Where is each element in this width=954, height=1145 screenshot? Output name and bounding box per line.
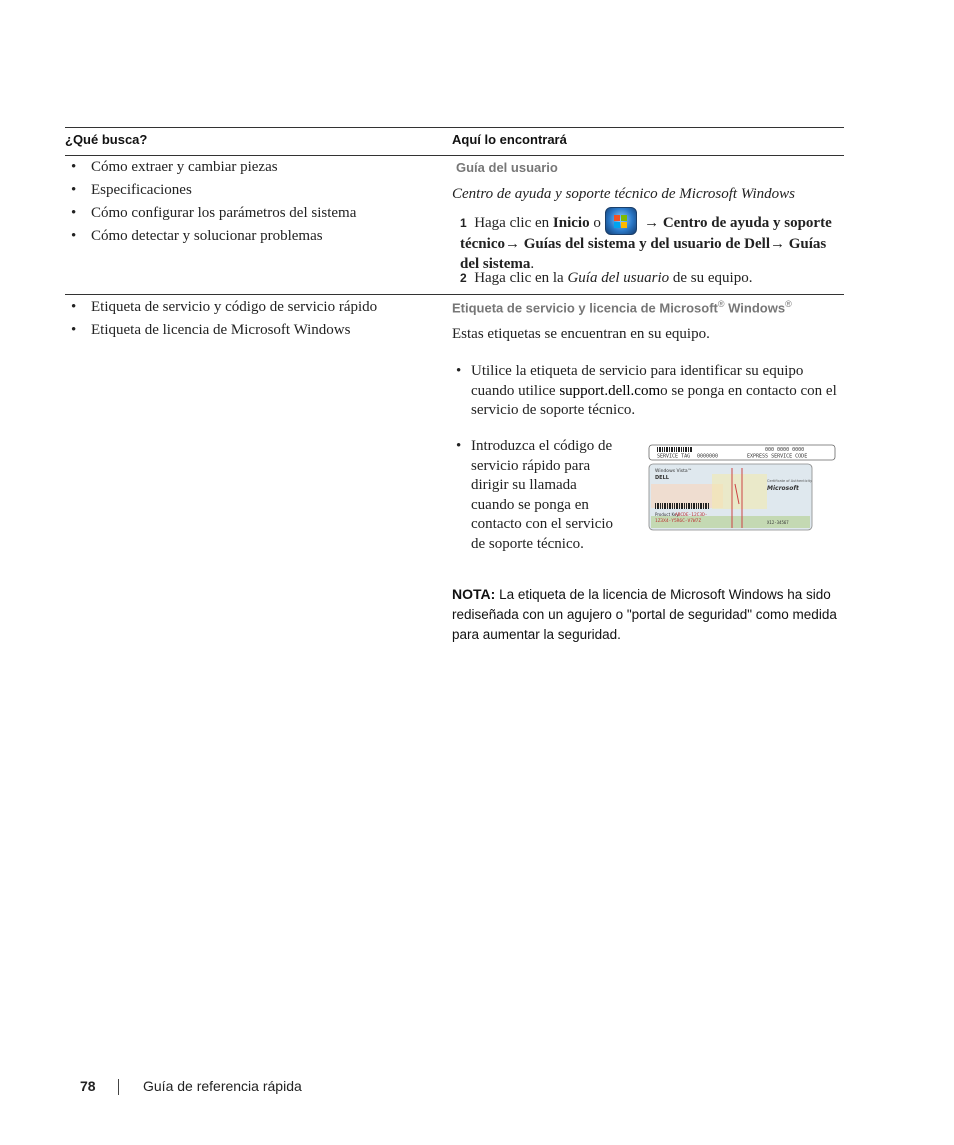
service-tag-license-label-image [647,444,837,534]
help-center-title: Centro de ayuda y soporte técnico de Microsoft Windows [452,186,796,202]
header-rule [65,155,844,156]
support-link[interactable]: support.dell.com [559,382,661,399]
dell-logo-text: DELL [655,475,669,481]
coa-text: Certificate of Authenticity [767,479,813,483]
page-number: 78 [80,1078,96,1094]
col-header-where: Aquí lo encontrará [452,132,567,147]
note [452,584,844,645]
express-code-text: EXPRESS SERVICE CODE [747,453,808,460]
arrow-icon: → [770,236,785,252]
subheading-service-tag-license: Etiqueta de servicio y licencia de Microsoft® Windows® [452,299,792,316]
list-item: • Utilice la etiqueta de servicio para identificar su equipo cuando utilice support.dell.como se ponga en contacto con el servicio de soporte técnico. [456,363,837,418]
product-key-2: 1Z3X4-Y5R6C-V7W7Z [655,519,702,524]
subheading-user-guide: Guía del usuario [456,160,558,175]
list-item: • Introduzca el código de servicio rápido para dirigir su llamada cuando se ponga en contacto con el servicio de soporte técnico. [456,438,614,552]
note-label: NOTA: [452,586,496,602]
express-code-value: 000 0000 0000 [765,447,805,453]
footer-title: Guía de referencia rápida [143,1078,302,1094]
service-tag-text: SERVICE TAG [657,453,691,460]
windows-start-icon [605,207,637,235]
step-2: 2 Haga clic en la Guía del usuario de su equipo. [460,270,753,286]
labels-intro: Estas etiquetas se encuentran en su equipo. [452,326,710,342]
arrow-icon: → [504,236,520,252]
footer-divider [118,1079,119,1095]
part-number: X12-34567 [767,520,789,525]
vista-text: Windows Vista™ [655,469,693,474]
arrow-icon: → [644,215,660,231]
step-1: 1 Haga clic en Inicio o → Centro de ayuda y soporte técnico→ Guías del sistema y del usuario de Dell→ Guías del sistema. [460,207,845,274]
product-key-1: ABCDE-12C3D- [675,513,708,518]
row-rule [65,294,844,295]
col-header-what: ¿Qué busca? [65,132,148,147]
microsoft-logo-text: Microsoft [767,485,799,492]
table-top-rule [65,127,844,128]
service-tag-value: 0000000 [697,453,719,460]
product-key-label: Product Key: [655,512,680,517]
note-text: La etiqueta de la licencia de Microsoft Windows ha sido rediseñada con un agujero o "portal de seguridad" como medida para aumentar la seguridad. [452,587,837,642]
